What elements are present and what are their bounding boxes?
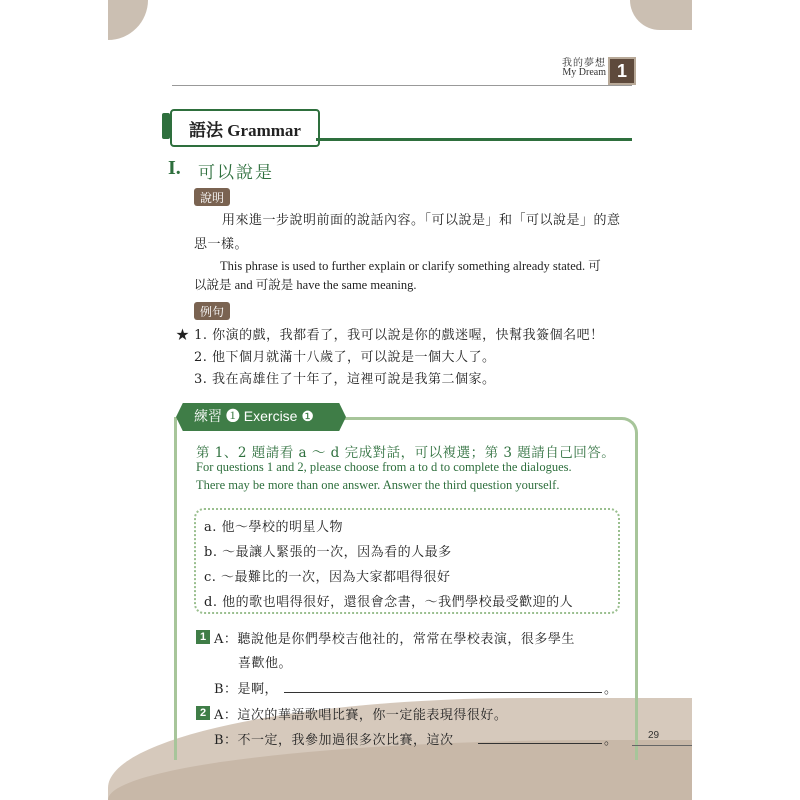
option-d: d. 他的歌也唱得很好，還很會念書，～我們學校最受歡迎的人	[204, 595, 574, 610]
grammar-banner-label: 語法 Grammar	[189, 120, 301, 140]
banner-accent	[162, 113, 170, 139]
q1-speaker-a-line1: A：聽說他是你們學校吉他社的，常常在學校表演，很多學生	[214, 632, 575, 647]
exercise-instruction-en-2: There may be more than one answer. Answer the third question yourself.	[196, 478, 560, 492]
example-2: 2. 他下個月就滿十八歲了，可以說是一個大人了。	[194, 350, 496, 365]
chapter-number-badge: 1	[608, 57, 636, 85]
q2-speaker-b: B：不一定，我參加過很多次比賽，這次	[214, 733, 454, 748]
page-corner-decoration	[108, 0, 148, 40]
banner-underline	[316, 138, 632, 141]
q2-speaker-a: A：這次的華語歌唱比賽，你一定能表現得很好。	[214, 708, 508, 723]
chapter-title-en: My Dream	[562, 67, 606, 78]
page-number: 29	[648, 730, 660, 741]
q1-answer-blank[interactable]	[284, 678, 602, 693]
page-number-rule	[632, 745, 692, 746]
section-title: 可以說是	[198, 163, 274, 183]
q2-end-punct: 。	[604, 733, 618, 748]
option-c: c. ～最難比的一次，因為大家都唱得很好	[204, 570, 451, 585]
q1-end-punct: 。	[604, 682, 618, 697]
question-number-1: 1	[196, 630, 210, 644]
exercise-instruction-en-1: For questions 1 and 2, please choose from a to d to complete the dialogues.	[196, 460, 572, 474]
q2-answer-blank[interactable]	[478, 729, 602, 744]
explain-en-line2: 以說是 and 可說是 have the same meaning.	[194, 278, 417, 292]
option-a: a. 他～學校的明星人物	[204, 520, 344, 535]
q1-speaker-b: B：是啊，	[214, 682, 279, 697]
explain-cn-line2: 思一樣。	[194, 237, 249, 252]
page-corner-decoration	[630, 0, 692, 30]
exercise-instruction-cn: 第 1、2 題請看 a ～ d 完成對話，可以複選；第 3 題請自己回答。	[196, 445, 616, 461]
option-b: b. ～最讓人緊張的一次，因為看的人最多	[204, 545, 452, 560]
example-1: ★ 1. 你演的戲，我都看了，我可以說是你的戲迷喔，快幫我簽個名吧！	[176, 328, 604, 343]
explain-cn-line1: 用來進一步說明前面的說話內容。「可以說是」和「可以說是」的意	[222, 213, 621, 228]
question-number-2: 2	[196, 706, 210, 720]
header-divider	[172, 85, 632, 86]
explain-en-line1: This phrase is used to further explain or clarify something already stated. 可	[220, 259, 601, 273]
grammar-banner	[170, 109, 320, 147]
example-3: 3. 我在高雄住了十年了，這裡可說是我第二個家。	[194, 372, 496, 387]
chapter-title-cn: 我的夢想	[562, 58, 606, 69]
q1-speaker-a-line2: 喜歡他。	[238, 656, 293, 671]
example-tag: 例句	[194, 302, 230, 320]
exercise-tab-label: 練習 ❶ Exercise ❶	[194, 408, 314, 424]
section-number: I.	[168, 157, 181, 179]
explain-tag: 說明	[194, 188, 230, 206]
